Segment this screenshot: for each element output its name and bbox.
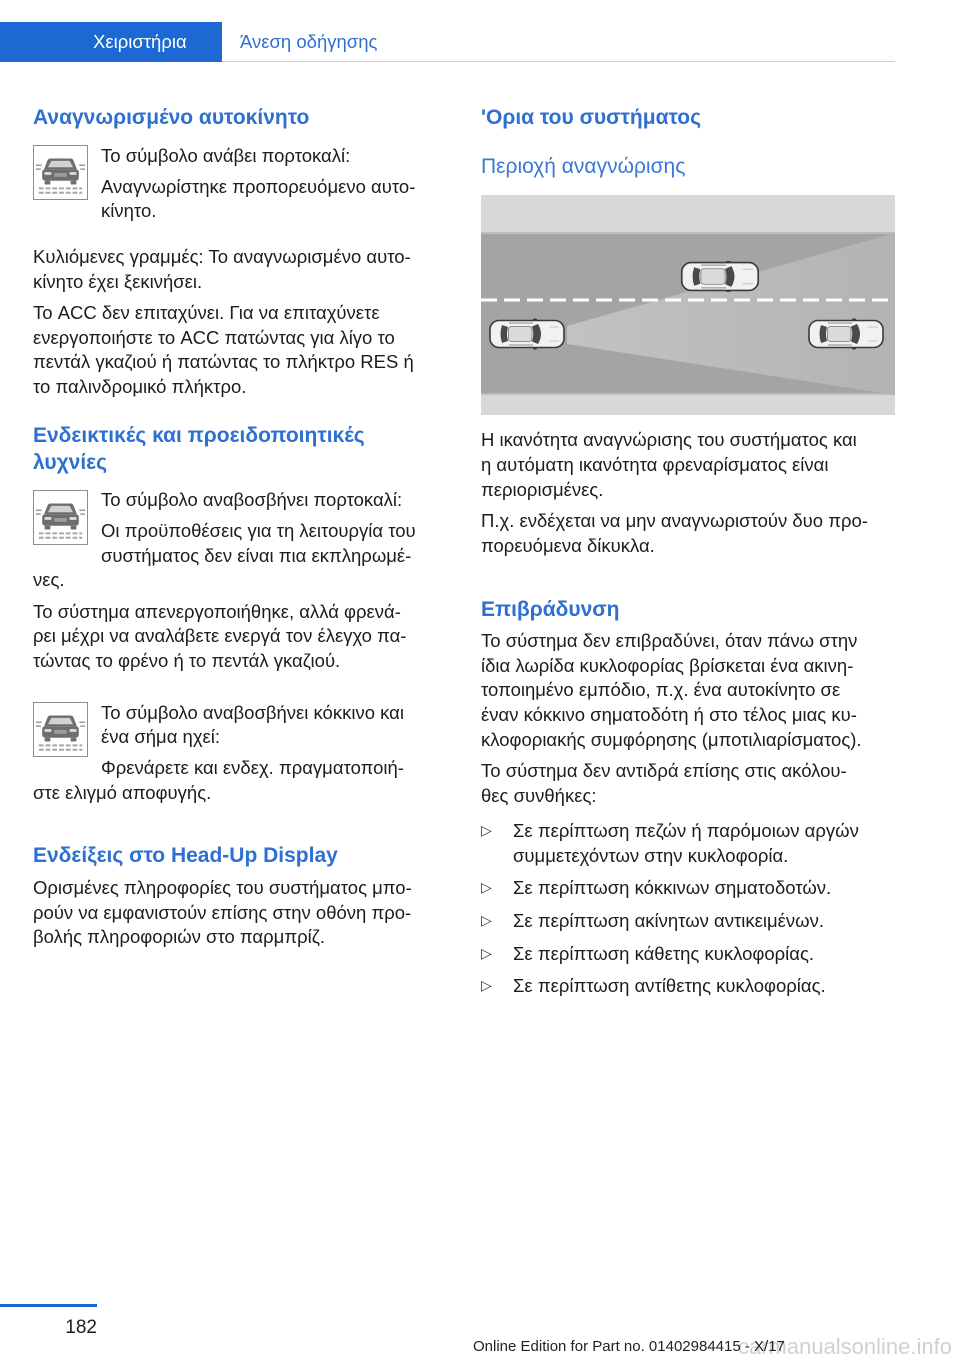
vehicle-warning-red-icon <box>33 702 88 757</box>
text-line: ρει μέχρι να αναλάβετε ενεργά τον έλεγχο πα- <box>33 625 407 646</box>
list-item: Σε περίπτωση αντίθετης κυκλοφορίας. <box>513 975 826 996</box>
text-line: Η ικανότητα αναγνώρισης του συστήματος και <box>481 429 857 450</box>
text-line: Αναγνωρίστηκε προπορευόμενο αυτο- <box>101 176 416 197</box>
text-line: κίνητο. <box>101 200 157 221</box>
text-line: τώντας το φρένο ή το πεντάλ γκαζιού. <box>33 650 341 671</box>
text-line: Π.χ. ενδέχεται να μην αναγνωριστούν δυο προ- <box>481 510 868 531</box>
text-line: τοποιημένο εμπόδιο, π.χ. ένα αυτοκίνητο σε <box>481 679 841 700</box>
bullet-icon: ▷ <box>481 946 492 962</box>
text-line: Το σύστημα δεν επιβραδύνει, όταν πάνω στην <box>481 630 858 651</box>
vehicle-warning-orange-icon <box>33 490 88 545</box>
detection-range-diagram <box>481 195 895 415</box>
text-line: κίνητο έχει ξεκινήσει. <box>33 271 203 292</box>
list-item: Σε περίπτωση κάθετης κυκλοφορίας. <box>513 943 815 964</box>
text-line: θες συνθήκες: <box>481 785 597 806</box>
text-line: Κυλιόμενες γραμμές: Το αναγνωρισμένο αυτο- <box>33 246 411 267</box>
page-number: 182 <box>65 1317 97 1338</box>
heading-head-up-display: Ενδείξεις στο Head-Up Display <box>33 844 338 867</box>
text-line: Το σύστημα δεν αντιδρά επίσης στις ακόλου- <box>481 760 847 781</box>
text-line: Το σύστημα απενεργοποιήθηκε, αλλά φρενά- <box>33 601 401 622</box>
text-line: Το σύμβολο αναβοσβήνει κόκκινο και <box>101 702 404 723</box>
text-line: ρούν να εμφανιστούν επίσης στην οθόνη προ- <box>33 902 412 923</box>
list-item: Σε περίπτωση πεζών ή παρόμοιων αργών <box>513 820 859 841</box>
text-line: Οι προϋποθέσεις για τη λειτουργία του <box>101 520 416 541</box>
section-title: Άνεση οδήγησης <box>240 31 378 52</box>
text-line: νες. <box>33 569 65 590</box>
list-item-cont: συμμετεχόντων στην κυκλοφορία. <box>513 845 789 866</box>
chapter-tab-label: Χειριστήρια <box>93 31 187 52</box>
list-item: Σε περίπτωση κόκκινων σηματοδοτών. <box>513 877 832 898</box>
bullet-icon: ▷ <box>481 913 492 929</box>
vehicle-ahead <box>809 319 883 350</box>
road-edge-top <box>481 232 895 234</box>
text-line: Ορισμένες πληροφορίες του συστήματος μπο- <box>33 877 412 898</box>
heading-warning-lamps-cont: λυχνίες <box>33 451 108 474</box>
bullet-icon: ▷ <box>481 880 492 896</box>
own-vehicle <box>490 319 564 350</box>
road-edge-bottom <box>481 393 895 395</box>
text-line: συστήματος δεν είναι πια εκπληρωμέ- <box>101 545 412 566</box>
text-line: Το σύμβολο αναβοσβήνει πορτοκαλί: <box>101 489 403 510</box>
header-divider <box>222 61 895 62</box>
heading-detection-range: Περιοχή αναγνώρισης <box>481 155 686 178</box>
text-line: πεντάλ γκαζιού ή πατώντας το πλήκτρο RES ή <box>33 351 414 372</box>
text-line: ένα σήμα ηχεί: <box>101 726 221 747</box>
text-line: βολής πληροφοριών στο παρμπρίζ. <box>33 926 326 947</box>
text-line: η αυτόματη ικανότητα φρεναρίσματος είναι <box>481 454 829 475</box>
bullet-icon: ▷ <box>481 823 492 839</box>
text-line: έναν κόκκινο σηματοδότη ή στο τέλος μιας κυ- <box>481 704 857 725</box>
text-line: περιορισμένες. <box>481 479 604 500</box>
vehicle-other-lane <box>682 260 758 292</box>
text-line: στε ελιγμό αποφυγής. <box>33 782 212 803</box>
edition-note: Online Edition for Part no. 01402984415 - X/17 <box>473 1338 785 1355</box>
heading-warning-lamps: Ενδεικτικές και προειδοποιητικές <box>33 424 365 447</box>
text-line: Το ACC δεν επιταχύνει. Για να επιταχύνετε <box>33 302 380 323</box>
text-line: ίδια λωρίδα κυκλοφορίας βρίσκεται ένα ακινη- <box>481 655 854 676</box>
watermark: carmanualsonline.info <box>737 1334 952 1359</box>
list-item: Σε περίπτωση ακίνητων αντικειμένων. <box>513 910 825 931</box>
text-line: Φρενάρετε και ενδεχ. πραγματοποιή- <box>101 757 404 778</box>
heading-recognized-vehicle: Αναγνωρισμένο αυτοκίνητο <box>33 106 310 129</box>
text-line: πορευόμενα δίκυκλα. <box>481 535 655 556</box>
text-line: το παλινδρομικό πλήκτρο. <box>33 376 247 397</box>
text-line: ενεργοποιήστε το ACC πατώντας για λίγο το <box>33 327 395 348</box>
footer-divider <box>0 1304 97 1307</box>
text-line: Το σύμβολο ανάβει πορτοκαλί: <box>101 145 351 166</box>
heading-deceleration: Επιβράδυνση <box>481 598 620 621</box>
recognized-vehicle-icon <box>33 145 88 200</box>
bullet-icon: ▷ <box>481 978 492 994</box>
text-line: κλοφοριακής συμφόρησης (μποτιλιαρίσματος). <box>481 729 862 750</box>
heading-system-limits: 'Ορια του συστήματος <box>481 106 702 129</box>
